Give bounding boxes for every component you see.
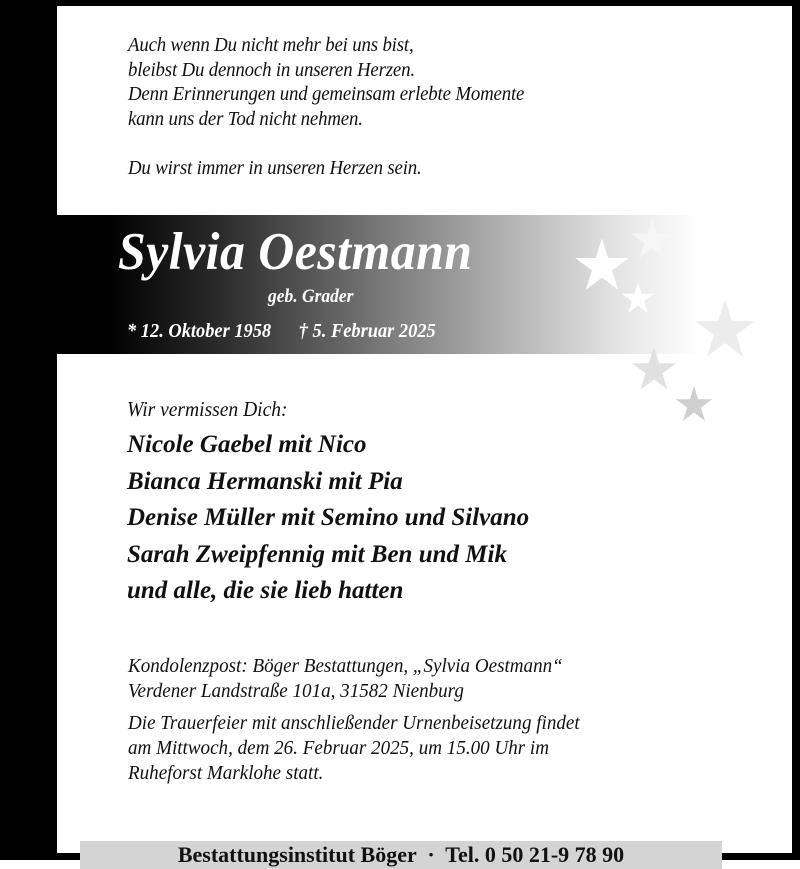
mourner-entry: Denise Müller mit Semino und Silvano (127, 504, 530, 531)
ceremony-details: Die Trauerfeier mit anschließender Urnenbeisetzung findet am Mittwoch, dem 26. Februar 2025, um 15.00 Uhr im Ruheforst Marklohe statt. (128, 712, 580, 784)
poem-closing: Du wirst immer in unseren Herzen sein. (128, 156, 422, 179)
star-icon (675, 386, 713, 422)
death-date: † 5. Februar 2025 (298, 320, 436, 342)
mourner-entry: Bianca Hermanski mit Pia (127, 467, 403, 495)
poem-line: Denn Erinnerungen und gemeinsam erlebte Momente (128, 83, 525, 105)
star-icon (621, 282, 655, 314)
mourners-intro: Wir vermissen Dich: (127, 397, 288, 421)
funeral-info (128, 654, 709, 786)
deceased-name: Sylvia Oestmann (118, 223, 473, 281)
mourner-entry: Nicole Gaebel mit Nico (127, 431, 367, 458)
mourner-entry: und alle, die sie lieb hatten (127, 577, 404, 604)
life-dates (127, 319, 436, 343)
poem-line: kann uns der Tod nicht nehmen. (128, 107, 363, 130)
funeral-home-footer: Bestattungsinstitut Böger · Tel. 0 50 21-9 78 90 (80, 841, 722, 869)
frame-left-bar (0, 0, 57, 860)
maiden-name: geb. Grader (268, 286, 354, 307)
star-icon (631, 219, 673, 259)
frame-bottom-left (0, 853, 80, 860)
poem-line: Auch wenn Du nicht mehr bei uns bist, (128, 34, 414, 56)
mourners-list (127, 427, 529, 610)
poem (128, 33, 524, 180)
condolence-address: Kondolenzpost: Böger Bestattungen, „Sylvia Oestmann“ Verdener Landstraße 101a, 31582 Nienburg (128, 655, 563, 702)
mourner-entry: Sarah Zweipfennig mit Ben und Mik (127, 540, 507, 568)
poem-line: bleibst Du dennoch in unseren Herzen. (128, 58, 415, 81)
frame-bottom-right (722, 853, 800, 860)
star-icon (631, 347, 677, 391)
birth-date: * 12. Oktober 1958 (127, 320, 272, 342)
frame-right-border (792, 0, 800, 860)
star-icon (694, 299, 756, 359)
